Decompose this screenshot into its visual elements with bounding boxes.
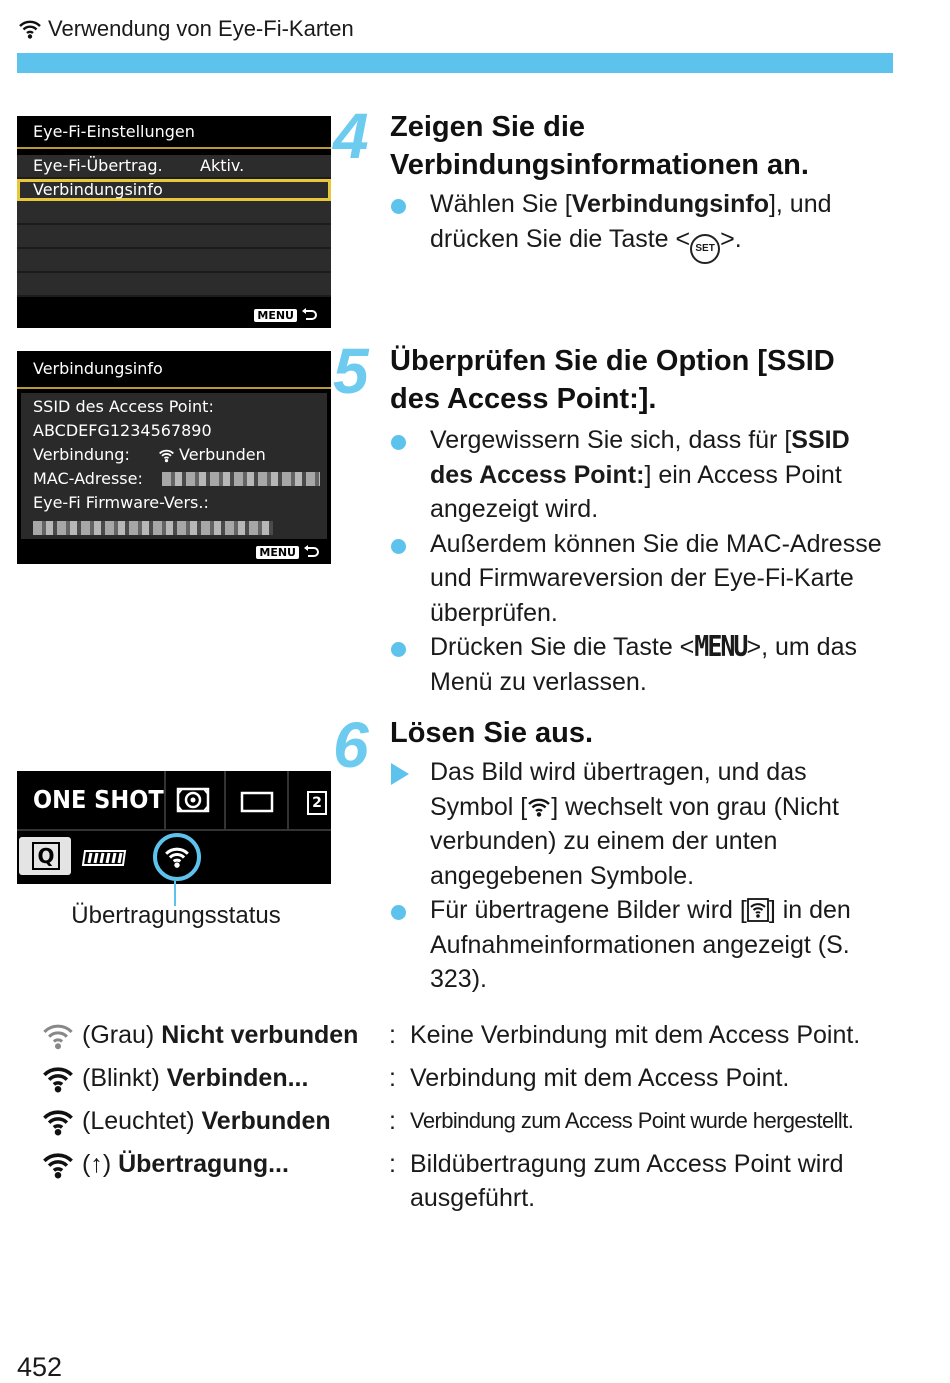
header-accent-bar (17, 53, 893, 73)
menu-back-hint (254, 308, 317, 322)
menu-row-empty (17, 273, 331, 297)
bullet-icon (391, 539, 406, 554)
connection-label: Verbindung: (33, 445, 130, 464)
return-icon (301, 308, 317, 322)
legend-row (0, 1147, 950, 1217)
bullet-icon (391, 905, 406, 920)
text: Vergewissern Sie sich, dass für [ (430, 426, 792, 454)
step4-body (391, 187, 896, 264)
camera-screen-shooting-info (17, 771, 331, 884)
step5-body (391, 423, 896, 699)
menu-row-connection-info (17, 179, 331, 201)
divider (287, 771, 289, 829)
list-item (391, 187, 896, 264)
menu-back-hint (256, 545, 319, 559)
text: ] in den Aufnahmeinformationen angezeigt (S. 323). (430, 896, 851, 993)
step-title (390, 108, 890, 184)
row-label: Verbindungsinfo (33, 180, 163, 199)
page-number: 452 (17, 1352, 63, 1382)
list-item (391, 755, 896, 893)
text: ] ein Access Point angezeigt wird. (430, 460, 842, 523)
legend-desc: Verbindung mit dem Access Point. (410, 1064, 790, 1092)
menu-badge: MENU (254, 309, 297, 322)
menu-row-empty (17, 249, 331, 273)
step-title-text: Lösen Sie aus. (390, 717, 594, 749)
camera-screen-eyefi-settings (17, 116, 331, 328)
step-title (390, 714, 890, 752)
screen-title: Eye-Fi-Einstellungen (33, 122, 195, 141)
text: ], und drücken Sie die Taste < (430, 190, 832, 253)
list-item (391, 893, 896, 997)
battery-icon (81, 849, 129, 867)
step-number: 6 (333, 709, 369, 781)
connection-row (33, 443, 315, 467)
legend-key (82, 1061, 308, 1095)
legend-row (0, 1104, 950, 1144)
text: Drücken Sie die Taste < (430, 633, 695, 661)
text: (Grau) (82, 1021, 162, 1049)
bullet-icon (391, 435, 406, 450)
title-underline (17, 387, 331, 389)
q-icon: Q (32, 842, 60, 870)
set-button-icon: SET (690, 234, 720, 264)
single-shot-icon (240, 791, 274, 813)
text-bold: Verbinden... (166, 1064, 309, 1092)
step-number: 5 (333, 335, 369, 407)
text: Außerdem können Sie die MAC-Adresse und Firmwareversion der Eye-Fi-Karte überprüfen. (430, 529, 882, 627)
text-bold: SSID des Access Point: (430, 426, 850, 489)
quick-control-button (19, 837, 71, 875)
menu-badge: MENU (256, 546, 299, 559)
list-item (391, 630, 896, 699)
legend-desc: Bildübertragung zum Access Point wird ausgeführt. (410, 1150, 844, 1212)
step-title-text: Überprüfen Sie die Option [SSID des Access Point:]. (390, 345, 835, 415)
menu-row-empty (17, 225, 331, 249)
ssid-label: SSID des Access Point: (33, 397, 214, 416)
step6-body (391, 755, 896, 997)
text: >. (720, 224, 742, 253)
wifi-icon (40, 1064, 76, 1094)
wifi-icon (527, 796, 551, 818)
list-item (391, 423, 896, 527)
header-title: Verwendung von Eye-Fi-Karten (48, 16, 354, 41)
wifi-icon (164, 845, 190, 869)
transfer-status-highlight (153, 833, 201, 881)
colon: : (389, 1064, 396, 1092)
menu-row-empty (17, 201, 331, 225)
legend-key (82, 1104, 331, 1138)
bullet-icon (391, 642, 406, 657)
list-item (391, 527, 896, 631)
row-value: Aktiv. (200, 156, 245, 175)
text: Wählen Sie [ (430, 190, 572, 218)
text: (Blinkt) (82, 1064, 167, 1092)
title-underline (17, 147, 331, 149)
mac-row (33, 467, 315, 491)
transferred-icon (747, 898, 769, 922)
wifi-icon (40, 1150, 76, 1180)
camera-screen-connection-info (17, 351, 331, 564)
metering-icon (176, 787, 210, 813)
wifi-icon (18, 18, 42, 40)
legend-key (82, 1147, 289, 1181)
text-bold: Verbunden (201, 1107, 331, 1135)
wifi-icon (40, 1107, 76, 1137)
text: (↑) (82, 1150, 119, 1178)
mac-value-blurred (162, 472, 320, 486)
firmware-label: Eye-Fi Firmware-Vers.: (33, 493, 209, 512)
step-number: 4 (333, 100, 369, 172)
text-bold: Nicht verbunden (161, 1021, 359, 1049)
screen-title: Verbindungsinfo (33, 359, 163, 378)
colon: : (389, 1107, 396, 1135)
colon: : (389, 1150, 396, 1178)
ssid-value: ABCDEFG1234567890 (33, 421, 212, 440)
step-title-text: Zeigen Sie die Verbindungsinformationen an. (390, 111, 809, 181)
firmware-value-blurred (33, 515, 315, 539)
bullet-icon (391, 199, 406, 214)
divider (224, 771, 226, 829)
legend-desc: Keine Verbindung mit dem Access Point. (410, 1021, 861, 1049)
text-bold: Verbindungsinfo (571, 190, 769, 218)
menu-button-label: MENU (694, 629, 747, 664)
text: ] wechselt von grau (Nicht verbunden) zu einem der unten angegebenen Symbole. (430, 792, 839, 890)
divider (164, 771, 166, 829)
text: Für übertragene Bilder wird [ (430, 896, 747, 924)
text: (Leuchtet) (82, 1107, 202, 1135)
colon: : (389, 1021, 396, 1049)
callout-caption: Übertragungsstatus (71, 902, 281, 929)
status-legend (0, 1018, 950, 1218)
result-triangle-icon (391, 763, 409, 785)
connection-value: Verbunden (179, 445, 266, 464)
top-row (17, 771, 331, 831)
mac-label: MAC-Adresse: (33, 469, 143, 488)
page-header (18, 16, 354, 42)
row-label: Eye-Fi-Übertrag. (33, 156, 163, 175)
step-title (390, 342, 890, 418)
drive-mode-icon: 2 (307, 791, 327, 815)
legend-row (0, 1061, 950, 1101)
wifi-gray-icon (40, 1021, 76, 1051)
text: >, um das Menü zu verlassen. (430, 633, 857, 696)
text: Das Bild wird übertragen, und das Symbol [ (430, 758, 807, 821)
af-mode-label: ONE SHOT (33, 785, 164, 814)
wifi-icon (158, 448, 175, 463)
legend-key (82, 1018, 358, 1052)
legend-row (0, 1018, 950, 1058)
menu-row-eyefi-transfer (17, 155, 331, 179)
return-icon (303, 545, 319, 559)
text-bold: Übertragung... (118, 1150, 289, 1178)
info-panel (21, 393, 327, 539)
legend-desc: Verbindung zum Access Point wurde hergestellt. (410, 1108, 854, 1133)
